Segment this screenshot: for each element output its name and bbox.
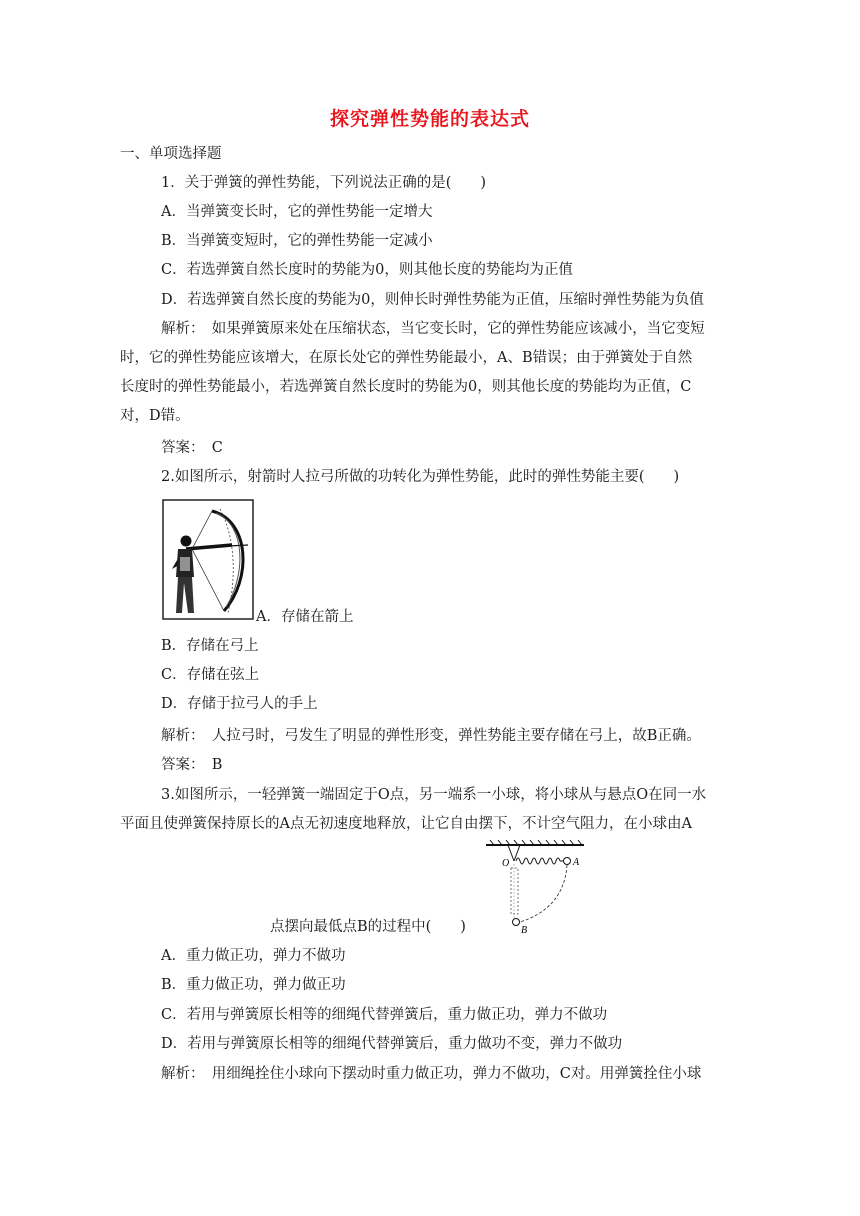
q1-option-c: C．若选弹簧自然长度时的势能为0，则其他长度的势能均为正值 — [161, 262, 573, 278]
q1-analysis-line: 时，它的弹性势能应该增大，在原长处它的弹性势能最小，A、B错误；由于弹簧处于自然 — [120, 350, 693, 366]
archer-figure — [162, 499, 254, 620]
q3-stem-line: 3.如图所示，一轻弹簧一端固定于O点，另一端系一小球，将小球从与悬点O在同一水 — [161, 787, 707, 803]
section-heading: 一、单项选择题 — [120, 146, 222, 162]
label-b: B — [521, 925, 528, 936]
q2-stem: 2.如图所示，射箭时人拉弓所做的功转化为弹性势能，此时的弹性势能主要( ) — [161, 469, 680, 485]
q1-answer: 答案： C — [161, 440, 223, 456]
q2-option-b: B．存储在弓上 — [161, 638, 259, 654]
q3-stem-line: 点摆向最低点B的过程中( ) — [270, 919, 466, 935]
q3-option-a: A．重力做正功，弹力不做功 — [161, 948, 346, 964]
q3-option-d: D．若用与弹簧原长相等的细绳代替弹簧后，重力做功不变，弹力不做功 — [161, 1036, 623, 1052]
q3-analysis: 解析： 用细绳拴住小球向下摆动时重力做正功，弹力不做功，C对。用弹簧拴住小球 — [161, 1066, 702, 1082]
q1-option-b: B．当弹簧变短时，它的弹性势能一定减小 — [161, 233, 433, 249]
q1-option-d: D．若选弹簧自然长度的势能为0，则伸长时弹性势能为正值，压缩时弹性势能为负值 — [161, 292, 704, 308]
q2-analysis: 解析： 人拉弓时，弓发生了明显的弹性形变，弹性势能主要存储在弓上，故B正确。 — [161, 728, 701, 744]
q3-option-b: B．重力做正功，弹力做正功 — [161, 977, 346, 993]
spring-pendulum-figure — [484, 840, 594, 936]
q1-option-a: A．当弹簧变长时，它的弹性势能一定增大 — [161, 204, 433, 220]
q3-stem-line: 平面且使弹簧保持原长的A点无初速度地释放，让它自由摆下，不计空气阻力，在小球由A — [120, 816, 692, 832]
q2-option-a: A．存储在箭上 — [256, 609, 354, 625]
label-o: O — [502, 858, 510, 869]
q1-analysis-line: 长度时的弹性势能最小，若选弹簧自然长度时的势能为0，则其他长度的势能均为正值，C — [120, 379, 692, 395]
q1-analysis-line: 解析： 如果弹簧原来处在压缩状态，当它变长时，它的弹性势能应该减小，当它变短 — [161, 321, 705, 337]
q2-answer: 答案： B — [161, 757, 223, 773]
label-a: A — [573, 857, 580, 868]
q3-option-c: C．若用与弹簧原长相等的细绳代替弹簧后，重力做正功，弹力不做功 — [161, 1007, 608, 1023]
q2-option-c: C．存储在弦上 — [161, 667, 260, 683]
q2-option-d: D．存储于拉弓人的手上 — [161, 696, 318, 712]
page-title: 探究弹性势能的表达式 — [329, 108, 530, 130]
q1-analysis-line: 对，D错。 — [120, 408, 190, 424]
q1-stem: 1．关于弹簧的弹性势能，下列说法正确的是( ) — [161, 175, 487, 191]
